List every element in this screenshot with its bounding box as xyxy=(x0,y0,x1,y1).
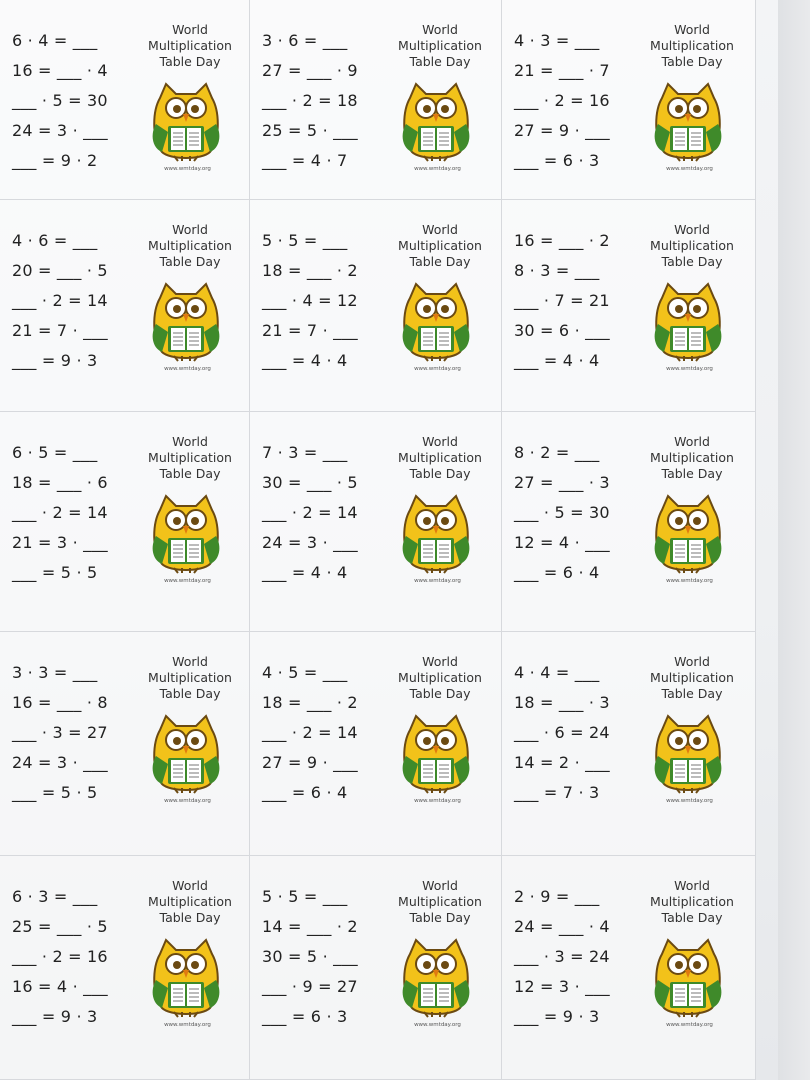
card-title xyxy=(637,434,747,482)
title-line: World xyxy=(674,434,710,449)
website-url: www.wmtday.org xyxy=(164,798,211,804)
title-line: Multiplication xyxy=(148,38,232,53)
owl-mascot-icon xyxy=(150,80,222,162)
equation: 27 = 9 · ___ xyxy=(262,753,358,772)
title-line: World xyxy=(674,222,710,237)
equation: 27 = 9 · ___ xyxy=(514,121,610,140)
equation: ___ = 9 · 2 xyxy=(12,151,98,170)
equation: ___ = 6 · 4 xyxy=(514,563,600,582)
title-line: World xyxy=(172,222,208,237)
equation: 24 = 3 · ___ xyxy=(12,753,108,772)
website-url: www.wmtday.org xyxy=(666,166,713,172)
title-line: Multiplication xyxy=(148,238,232,253)
title-line: Multiplication xyxy=(650,238,734,253)
flash-card-9 xyxy=(502,412,756,632)
equation: 16 = 4 · ___ xyxy=(12,977,108,996)
equation-list xyxy=(12,226,142,376)
title-line: Table Day xyxy=(409,910,471,925)
equation: 18 = ___ · 3 xyxy=(514,693,610,712)
website-url: www.wmtday.org xyxy=(414,166,461,172)
title-line: World xyxy=(172,878,208,893)
equation: ___ = 7 · 3 xyxy=(514,783,600,802)
equation: ___ = 9 · 3 xyxy=(514,1007,600,1026)
equation: 21 = ___ · 7 xyxy=(514,61,610,80)
title-line: Table Day xyxy=(409,54,471,69)
equation: 24 = 3 · ___ xyxy=(262,533,358,552)
equation: ___ · 5 = 30 xyxy=(514,503,610,522)
owl-mascot-icon xyxy=(400,492,472,574)
equation: 6 · 5 = ___ xyxy=(12,443,98,462)
equation: 6 · 3 = ___ xyxy=(12,887,98,906)
equation: ___ · 2 = 14 xyxy=(262,503,358,522)
equation: ___ · 3 = 27 xyxy=(12,723,108,742)
title-line: Multiplication xyxy=(398,670,482,685)
card-title xyxy=(385,434,495,482)
title-line: Multiplication xyxy=(398,894,482,909)
flash-card-15 xyxy=(502,856,756,1080)
equation: 27 = ___ · 9 xyxy=(262,61,358,80)
card-title xyxy=(637,654,747,702)
equation-list xyxy=(514,658,644,808)
equation-list xyxy=(262,26,392,176)
website-url: www.wmtday.org xyxy=(666,1022,713,1028)
title-line: Multiplication xyxy=(398,450,482,465)
title-line: Multiplication xyxy=(650,894,734,909)
owl-mascot-icon xyxy=(150,712,222,794)
equation-list xyxy=(12,658,142,808)
equation: ___ · 3 = 24 xyxy=(514,947,610,966)
equation: ___ · 2 = 14 xyxy=(262,723,358,742)
equation: ___ = 6 · 3 xyxy=(262,1007,348,1026)
owl-mascot-icon xyxy=(652,280,724,362)
equation-list xyxy=(262,226,392,376)
equation: 27 = ___ · 3 xyxy=(514,473,610,492)
equation-list xyxy=(514,226,644,376)
card-title xyxy=(135,434,245,482)
equation: 12 = 3 · ___ xyxy=(514,977,610,996)
title-line: Table Day xyxy=(409,466,471,481)
equation: ___ = 9 · 3 xyxy=(12,351,98,370)
equation: ___ = 5 · 5 xyxy=(12,783,98,802)
owl-mascot-icon xyxy=(150,492,222,574)
equation: 14 = ___ · 2 xyxy=(262,917,358,936)
equation: 16 = ___ · 4 xyxy=(12,61,108,80)
equation: ___ · 2 = 14 xyxy=(12,503,108,522)
equation-list xyxy=(262,658,392,808)
title-line: Multiplication xyxy=(398,38,482,53)
equation: 30 = ___ · 5 xyxy=(262,473,358,492)
equation: 4 · 3 = ___ xyxy=(514,31,600,50)
owl-mascot-icon xyxy=(400,712,472,794)
card-title xyxy=(135,878,245,926)
equation: 25 = 5 · ___ xyxy=(262,121,358,140)
equation: 5 · 5 = ___ xyxy=(262,231,348,250)
flash-card-5 xyxy=(250,200,502,412)
equation-list xyxy=(514,26,644,176)
flash-card-8 xyxy=(250,412,502,632)
title-line: World xyxy=(172,654,208,669)
title-line: World xyxy=(422,434,458,449)
title-line: World xyxy=(674,22,710,37)
equation: ___ = 6 · 4 xyxy=(262,783,348,802)
equation: 4 · 5 = ___ xyxy=(262,663,348,682)
card-title xyxy=(637,878,747,926)
equation: 16 = ___ · 8 xyxy=(12,693,108,712)
owl-mascot-icon xyxy=(150,280,222,362)
equation: ___ · 5 = 30 xyxy=(12,91,108,110)
equation-list xyxy=(12,882,142,1032)
title-line: Multiplication xyxy=(148,670,232,685)
equation: 18 = ___ · 2 xyxy=(262,693,358,712)
title-line: World xyxy=(422,22,458,37)
website-url: www.wmtday.org xyxy=(164,166,211,172)
website-url: www.wmtday.org xyxy=(414,578,461,584)
equation: ___ · 2 = 16 xyxy=(514,91,610,110)
equation: ___ · 9 = 27 xyxy=(262,977,358,996)
equation-list xyxy=(12,438,142,588)
title-line: Multiplication xyxy=(398,238,482,253)
flash-card-2 xyxy=(250,0,502,200)
title-line: World xyxy=(172,434,208,449)
title-line: Multiplication xyxy=(148,894,232,909)
title-line: Table Day xyxy=(409,254,471,269)
title-line: World xyxy=(422,654,458,669)
website-url: www.wmtday.org xyxy=(164,366,211,372)
website-url: www.wmtday.org xyxy=(414,798,461,804)
flash-card-10 xyxy=(0,632,250,856)
equation: ___ = 6 · 3 xyxy=(514,151,600,170)
equation: ___ · 7 = 21 xyxy=(514,291,610,310)
owl-mascot-icon xyxy=(400,936,472,1018)
equation: 4 · 6 = ___ xyxy=(12,231,98,250)
equation: 6 · 4 = ___ xyxy=(12,31,98,50)
equation: 21 = 7 · ___ xyxy=(12,321,108,340)
flash-card-1 xyxy=(0,0,250,200)
equation: 5 · 5 = ___ xyxy=(262,887,348,906)
card-title xyxy=(637,22,747,70)
flash-card-6 xyxy=(502,200,756,412)
equation-list xyxy=(12,26,142,176)
title-line: World xyxy=(674,654,710,669)
title-line: Table Day xyxy=(661,686,723,701)
website-url: www.wmtday.org xyxy=(414,366,461,372)
equation: ___ = 4 · 4 xyxy=(262,563,348,582)
equation: 21 = 3 · ___ xyxy=(12,533,108,552)
equation: ___ = 5 · 5 xyxy=(12,563,98,582)
equation: ___ · 2 = 18 xyxy=(262,91,358,110)
equation: 2 · 9 = ___ xyxy=(514,887,600,906)
owl-mascot-icon xyxy=(400,80,472,162)
flash-card-11 xyxy=(250,632,502,856)
card-title xyxy=(637,222,747,270)
title-line: Table Day xyxy=(661,54,723,69)
title-line: Table Day xyxy=(159,686,221,701)
equation: 21 = 7 · ___ xyxy=(262,321,358,340)
equation: ___ = 9 · 3 xyxy=(12,1007,98,1026)
card-title xyxy=(135,654,245,702)
equation: 18 = ___ · 6 xyxy=(12,473,108,492)
equation-list xyxy=(514,882,644,1032)
title-line: Multiplication xyxy=(148,450,232,465)
flash-card-12 xyxy=(502,632,756,856)
equation-list xyxy=(262,882,392,1032)
equation: 3 · 3 = ___ xyxy=(12,663,98,682)
owl-mascot-icon xyxy=(652,492,724,574)
equation: ___ · 2 = 14 xyxy=(12,291,108,310)
card-title xyxy=(385,654,495,702)
equation: 25 = ___ · 5 xyxy=(12,917,108,936)
title-line: World xyxy=(172,22,208,37)
title-line: Multiplication xyxy=(650,450,734,465)
equation: ___ · 2 = 16 xyxy=(12,947,108,966)
title-line: World xyxy=(422,878,458,893)
flash-card-3 xyxy=(502,0,756,200)
card-title xyxy=(385,22,495,70)
equation: 24 = ___ · 4 xyxy=(514,917,610,936)
equation: 8 · 2 = ___ xyxy=(514,443,600,462)
equation: 24 = 3 · ___ xyxy=(12,121,108,140)
website-url: www.wmtday.org xyxy=(414,1022,461,1028)
owl-mascot-icon xyxy=(652,936,724,1018)
equation: 30 = 6 · ___ xyxy=(514,321,610,340)
card-title xyxy=(135,222,245,270)
title-line: Table Day xyxy=(661,254,723,269)
owl-mascot-icon xyxy=(150,936,222,1018)
owl-mascot-icon xyxy=(652,80,724,162)
flash-card-13 xyxy=(0,856,250,1080)
card-title xyxy=(385,222,495,270)
equation: ___ · 4 = 12 xyxy=(262,291,358,310)
equation: ___ = 4 · 4 xyxy=(514,351,600,370)
flash-card-4 xyxy=(0,200,250,412)
flash-card-14 xyxy=(250,856,502,1080)
equation: ___ = 4 · 4 xyxy=(262,351,348,370)
title-line: Multiplication xyxy=(650,38,734,53)
title-line: World xyxy=(674,878,710,893)
equation: 16 = ___ · 2 xyxy=(514,231,610,250)
equation: 3 · 6 = ___ xyxy=(262,31,348,50)
equation-list xyxy=(514,438,644,588)
owl-mascot-icon xyxy=(652,712,724,794)
flash-card-7 xyxy=(0,412,250,632)
title-line: Table Day xyxy=(409,686,471,701)
title-line: Table Day xyxy=(159,54,221,69)
title-line: Table Day xyxy=(159,466,221,481)
title-line: World xyxy=(422,222,458,237)
website-url: www.wmtday.org xyxy=(164,1022,211,1028)
page-edge xyxy=(778,0,810,1080)
owl-mascot-icon xyxy=(400,280,472,362)
title-line: Table Day xyxy=(159,910,221,925)
equation: ___ = 4 · 7 xyxy=(262,151,348,170)
equation: ___ · 6 = 24 xyxy=(514,723,610,742)
card-title xyxy=(385,878,495,926)
equation: 7 · 3 = ___ xyxy=(262,443,348,462)
equation: 12 = 4 · ___ xyxy=(514,533,610,552)
equation: 4 · 4 = ___ xyxy=(514,663,600,682)
equation: 30 = 5 · ___ xyxy=(262,947,358,966)
equation: 14 = 2 · ___ xyxy=(514,753,610,772)
title-line: Table Day xyxy=(661,466,723,481)
equation: 18 = ___ · 2 xyxy=(262,261,358,280)
title-line: Table Day xyxy=(661,910,723,925)
title-line: Table Day xyxy=(159,254,221,269)
equation-list xyxy=(262,438,392,588)
website-url: www.wmtday.org xyxy=(666,366,713,372)
equation: 8 · 3 = ___ xyxy=(514,261,600,280)
equation: 20 = ___ · 5 xyxy=(12,261,108,280)
website-url: www.wmtday.org xyxy=(164,578,211,584)
website-url: www.wmtday.org xyxy=(666,578,713,584)
card-title xyxy=(135,22,245,70)
website-url: www.wmtday.org xyxy=(666,798,713,804)
title-line: Multiplication xyxy=(650,670,734,685)
